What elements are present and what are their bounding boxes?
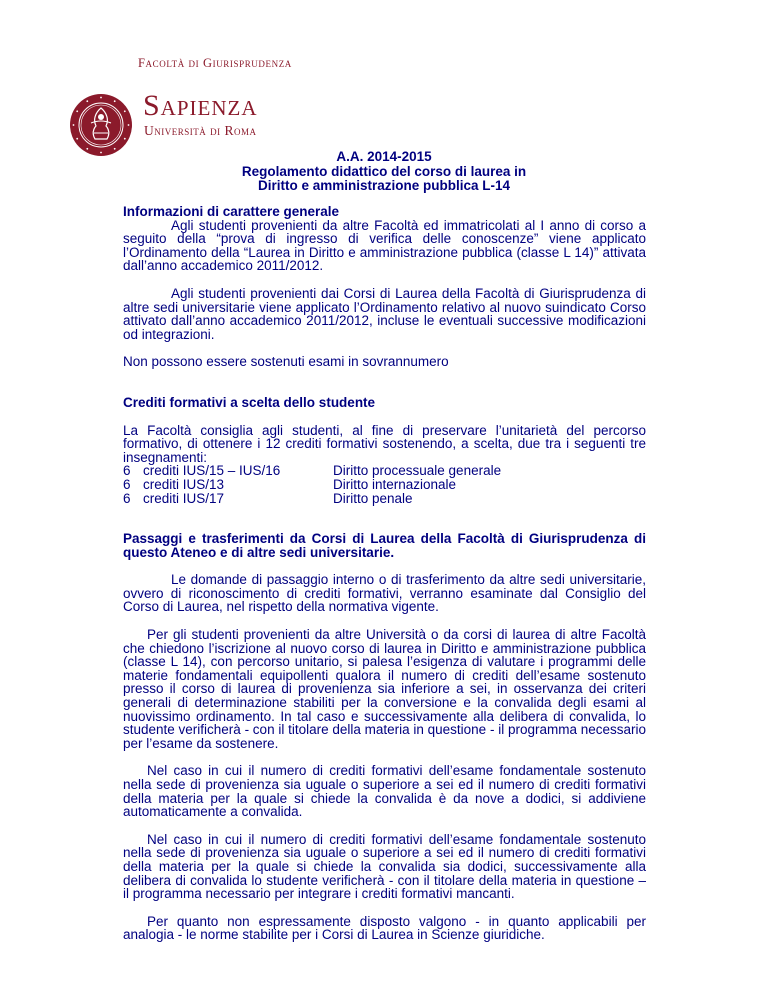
credits-table <box>123 464 501 505</box>
paragraph-general-3: Non possono essere sostenuti esami in sovrannumero <box>123 354 449 370</box>
paragraph-transfer-2: Per gli studenti provenienti da altre Università o da corsi di laurea di altre Facoltà che chiedono l’iscrizione al nuovo corso di laurea in Diritto e amministrazione pubblica (classe L 14), con percorso unitario, si palesa l’esigenza di valutare i programmi delle materie fondamentali equipollenti qualora il numero di crediti dell’esame sostenuto presso il corso di laurea di provenienza sia inferiore a sei, in osservanza dei criteri generali di determinazione stabiliti per la conversione e la convalida degli esami al nuovissimo ordinamento. In tal caso e successivamente alla delibera di convalida, lo studente verificherà - con il titolare della materia in questione - il programma necessario per l’esame da sostenere. <box>123 627 646 751</box>
credits-value: 6 <box>123 463 131 479</box>
credits-subject: Diritto internazionale <box>333 476 457 492</box>
paragraph-transfer-3: Nel caso in cui il numero di crediti formativi dell’esame fondamentale sostenuto nella sede di provenienza sia uguale o superiore a sei ed il numero di crediti formativi della materia per la quale si chiede la convalida è da nove a dodici, si addiviene automaticamente a convalida. <box>123 763 646 820</box>
title-regulation: Regolamento didattico del corso di laurea in <box>241 163 527 179</box>
logo-name: Sapienza <box>143 89 258 122</box>
credits-code: crediti IUS/15 – IUS/16 <box>143 463 281 479</box>
paragraph-transfer-4: Nel caso in cui il numero di crediti formativi dell’esame fondamentale sostenuto nella sede di provenienza sia uguale o superiore a sei ed il numero di crediti formativi della materia per la quale si chiede la convalida sia dodici, successivamente alla delibera di convalida lo studente verificherà - con il titolare della materia in questione – il programma necessario per integrare i crediti formativi mancanti. <box>123 831 646 902</box>
credits-row <box>123 492 501 506</box>
credits-value: 6 <box>123 490 131 506</box>
credits-code: crediti IUS/13 <box>143 476 225 492</box>
credits-row <box>123 478 501 492</box>
sapienza-seal-icon <box>69 93 133 157</box>
credits-code: crediti IUS/17 <box>143 490 225 506</box>
title-year: A.A. 2014-2015 <box>336 149 432 164</box>
section-heading-general: Informazioni di carattere generale <box>123 204 340 219</box>
credits-row <box>123 464 501 478</box>
logo-subtitle: Università di Roma <box>144 123 257 138</box>
paragraph-general-1: Agli studenti provenienti da altre Facoltà ed immatricolati al I anno di corso a seguito della “prova di ingresso di verifica delle conoscenze” viene applicato l’Ordinamento della “Laurea in Diritto e amministrazione pubblica (classe L 14)” attivata dall’anno accademico 2011/2012. <box>123 217 646 274</box>
title-course: Diritto e amministrazione pubblica L-14 <box>257 178 511 193</box>
paragraph-general-2: Agli studenti provenienti dai Corsi di Laurea della Facoltà di Giurisprudenza di altre sedi universitarie viene applicato l’Ordinamento relativo al nuovo suindicato Corso attivato dall’anno accademico 2011/2012, incluse le eventuali successive modificazioni od integrazioni. <box>123 285 646 342</box>
credits-subject: Diritto processuale generale <box>333 463 502 479</box>
document-title <box>0 150 768 194</box>
paragraph-credits-intro: La Facoltà consiglia agli studenti, al fine di preservare l’unitarietà del percorso formativo, di ottenere i 12 crediti formativi sostenendo, a scelta, due tra i seguenti tre insegnamenti: <box>123 422 646 465</box>
credits-value: 6 <box>123 476 131 492</box>
section-heading-credits: Crediti formativi a scelta dello studente <box>123 394 376 410</box>
credits-subject: Diritto penale <box>333 490 413 506</box>
faculty-header: Facoltà di Giurisprudenza <box>138 56 292 70</box>
document-body <box>123 205 646 942</box>
paragraph-transfer-1: Le domande di passaggio interno o di trasferimento da altre sedi universitarie, ovvero di riconoscimento di crediti formativi, verranno esaminate dal Consiglio del Corso di Laurea, nel rispetto della normativa vigente. <box>123 572 646 615</box>
paragraph-transfer-5: Per quanto non espressamente disposto valgono - in quanto applicabili per analogia - le norme stabilite per i Corsi di Laurea in Scienze giuridiche. <box>123 913 646 943</box>
section-heading-transfers: Passaggi e trasferimenti da Corsi di Laurea della Facoltà di Giurisprudenza di questo Ateneo e di altre sedi universitarie. <box>123 531 646 560</box>
